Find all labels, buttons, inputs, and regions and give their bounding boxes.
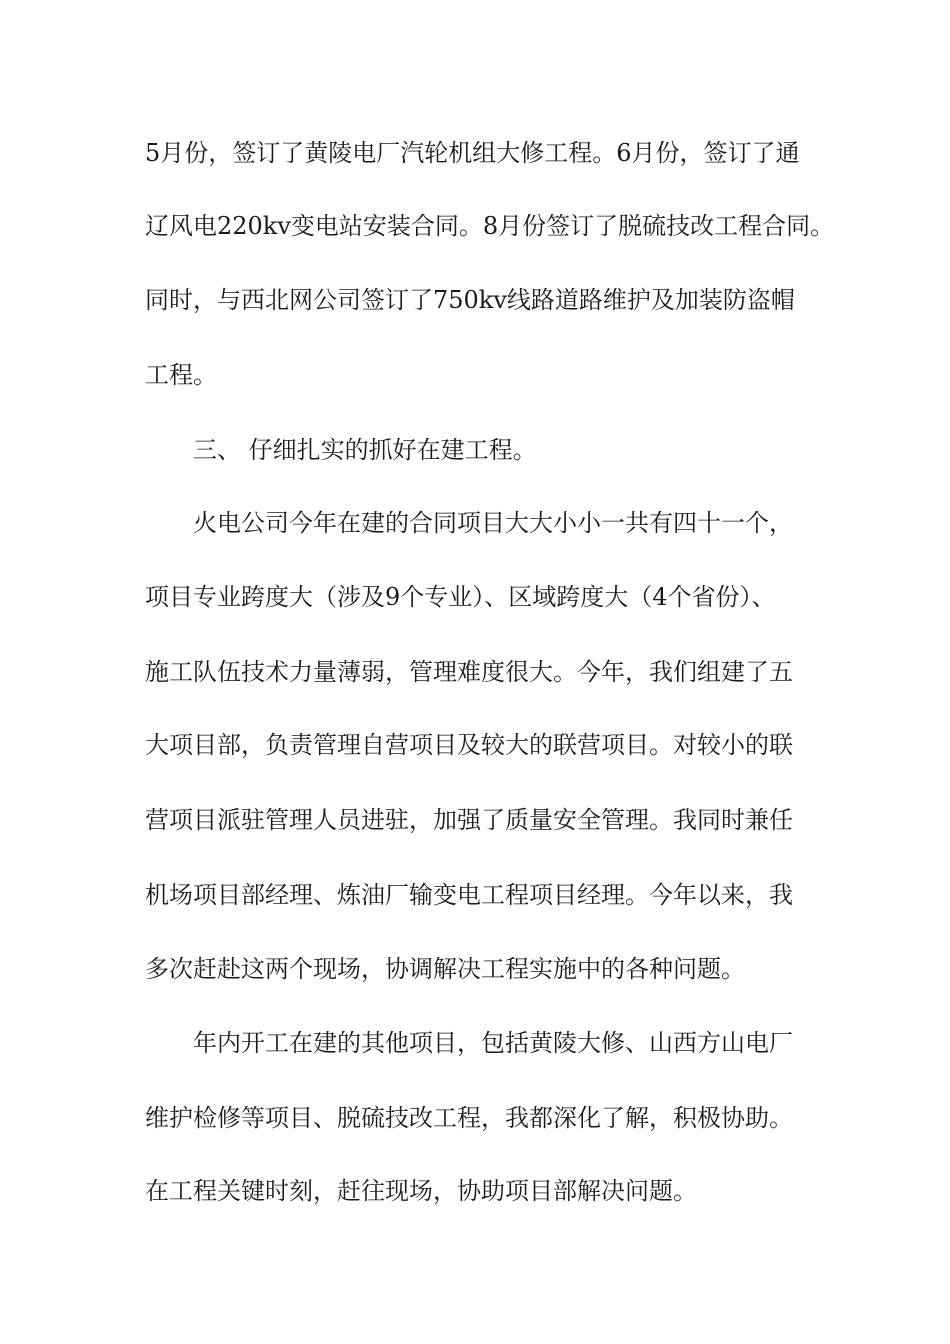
text-line: 多次赶赴这两个现场，协调解决工程实施中的各种问题。 xyxy=(145,955,745,983)
text-line: 工程。 xyxy=(145,361,217,389)
text-line: 项目专业跨度大（涉及9个专业）、区域跨度大（4个省份）、 xyxy=(145,583,776,611)
text-line: 机场项目部经理、炼油厂输变电工程项目经理。今年以来，我 xyxy=(145,881,793,909)
text-line: 大项目部，负责管理自营项目及较大的联营项目。对较小的联 xyxy=(145,731,793,759)
text-line: 施工队伍技术力量薄弱，管理难度很大。今年，我们组建了五 xyxy=(145,658,793,686)
paragraph-first-line: 年内开工在建的其他项目，包括黄陵大修、山西方山电厂 xyxy=(193,1029,793,1057)
text-line: 维护检修等项目、脱硫技改工程，我都深化了解，积极协助。 xyxy=(145,1104,793,1132)
paragraph-first-line: 火电公司今年在建的合同项目大大小小一共有四十一个， xyxy=(193,509,793,537)
text-line: 5月份，签订了黄陵电厂汽轮机组大修工程。6月份，签订了通 xyxy=(145,139,800,167)
text-line: 辽风电220kv变电站安装合同。8月份签订了脱硫技改工程合同。 xyxy=(145,212,835,240)
section-heading: 三、 仔细扎实的抓好在建工程。 xyxy=(193,436,537,464)
text-line: 同时，与西北网公司签订了750kv线路道路维护及加装防盗帽 xyxy=(145,286,795,314)
text-line: 营项目派驻管理人员进驻，加强了质量安全管理。我同时兼任 xyxy=(145,806,793,834)
text-line: 在工程关键时刻，赶往现场，协助项目部解决问题。 xyxy=(145,1177,697,1205)
